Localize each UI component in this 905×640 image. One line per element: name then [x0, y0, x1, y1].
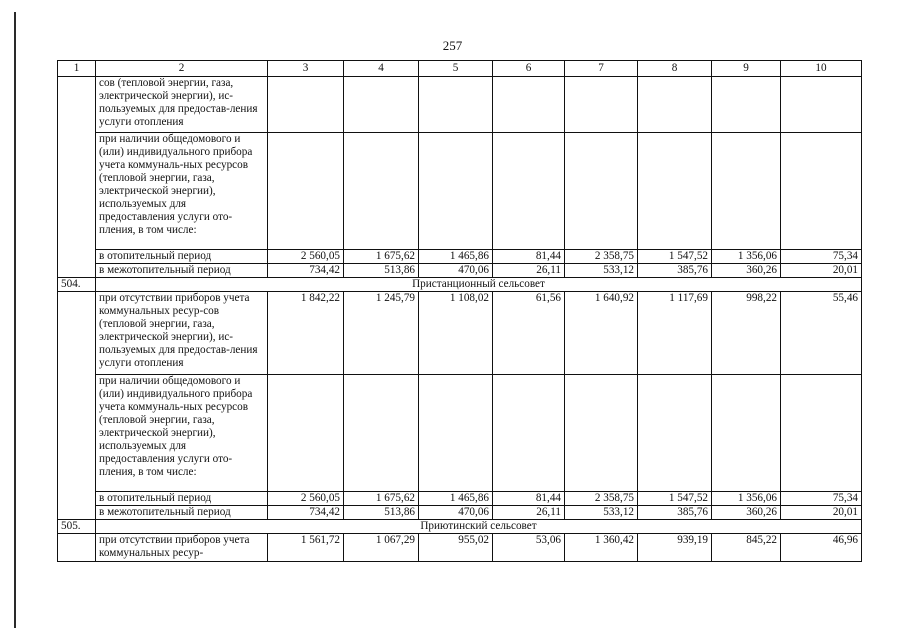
- value-cell: 1 360,42: [565, 534, 638, 562]
- value-cell: 26,11: [493, 264, 565, 278]
- header-cell: 3: [268, 61, 344, 77]
- value-cell: 845,22: [712, 534, 781, 562]
- value-cell: 1 356,06: [712, 250, 781, 264]
- header-cell: 9: [712, 61, 781, 77]
- value-cell: 20,01: [781, 506, 862, 520]
- column-number-row: [58, 61, 862, 77]
- table-row: [58, 506, 862, 520]
- header-cell: 4: [344, 61, 419, 77]
- row-description: сов (тепловой энергии, газа, электрической энергии), ис-пользуемых для предостав-ления услуги отопления: [96, 77, 268, 133]
- value-cell: 955,02: [419, 534, 493, 562]
- row-description: при наличии общедомового и (или) индивидуального прибора учета коммуналь-ных ресурсов (тепловой энергии, газа, электрической энергии), используемых для предоставления услуги ото-пления, в том числе:: [96, 375, 268, 492]
- section-title: Приютинский сельсовет: [96, 520, 862, 534]
- value-cell: 533,12: [565, 264, 638, 278]
- row-number-cell: [58, 292, 96, 520]
- header-cell: 7: [565, 61, 638, 77]
- header-cell: 10: [781, 61, 862, 77]
- row-description: при наличии общедомового и (или) индивидуального прибора учета коммуналь-ных ресурсов (тепловой энергии, газа, электрической энергии), используемых для предоставления услуги ото-пления, в том числе:: [96, 133, 268, 250]
- value-cell: 360,26: [712, 506, 781, 520]
- value-cell: 75,34: [781, 492, 862, 506]
- table-row: [58, 492, 862, 506]
- table-row: [58, 77, 862, 133]
- value-cell: 513,86: [344, 264, 419, 278]
- value-cell: 81,44: [493, 250, 565, 264]
- table-row: [58, 375, 862, 492]
- value-cell: 1 117,69: [638, 292, 712, 375]
- value-cell: 385,76: [638, 506, 712, 520]
- table-row: [58, 264, 862, 278]
- section-title: Пристанционный сельсовет: [96, 278, 862, 292]
- value-cell: 61,56: [493, 292, 565, 375]
- value-cell: 20,01: [781, 264, 862, 278]
- value-cell: 533,12: [565, 506, 638, 520]
- value-cell: 1 356,06: [712, 492, 781, 506]
- header-cell: 2: [96, 61, 268, 77]
- value-cell: 1 547,52: [638, 492, 712, 506]
- header-cell: 1: [58, 61, 96, 77]
- header-cell: 6: [493, 61, 565, 77]
- section-number: 504.: [58, 278, 96, 292]
- page-number: 257: [442, 38, 463, 53]
- value-cell: 1 067,29: [344, 534, 419, 562]
- value-cell: 513,86: [344, 506, 419, 520]
- value-cell: 2 358,75: [565, 492, 638, 506]
- row-number-cell: [58, 534, 96, 562]
- row-description: в межотопительный период: [96, 506, 268, 520]
- value-cell: 46,96: [781, 534, 862, 562]
- table-row: [58, 250, 862, 264]
- value-cell: 55,46: [781, 292, 862, 375]
- value-cell: 385,76: [638, 264, 712, 278]
- value-cell: 470,06: [419, 506, 493, 520]
- value-cell: 1 675,62: [344, 492, 419, 506]
- tariff-table: [57, 60, 862, 562]
- value-cell: 53,06: [493, 534, 565, 562]
- row-description: при отсутствии приборов учета коммунальных ресур-сов (тепловой энергии, газа, электрической энергии), ис-пользуемых для предостав-ления услуги отопления: [96, 292, 268, 375]
- value-cell: 1 547,52: [638, 250, 712, 264]
- header-cell: 5: [419, 61, 493, 77]
- row-number-cell: [58, 77, 96, 278]
- value-cell: 1 640,92: [565, 292, 638, 375]
- table-row: [58, 534, 862, 562]
- row-description: в отопительный период: [96, 250, 268, 264]
- value-cell: 734,42: [268, 506, 344, 520]
- row-description: при отсутствии приборов учета коммунальных ресур-: [96, 534, 268, 562]
- value-cell: 470,06: [419, 264, 493, 278]
- table-row: [58, 133, 862, 250]
- value-cell: 1 465,86: [419, 492, 493, 506]
- row-description: в отопительный период: [96, 492, 268, 506]
- section-number: 505.: [58, 520, 96, 534]
- value-cell: 2 560,05: [268, 492, 344, 506]
- value-cell: 1 842,22: [268, 292, 344, 375]
- value-cell: 998,22: [712, 292, 781, 375]
- value-cell: 2 560,05: [268, 250, 344, 264]
- value-cell: 1 108,02: [419, 292, 493, 375]
- value-cell: 1 465,86: [419, 250, 493, 264]
- value-cell: 81,44: [493, 492, 565, 506]
- scan-margin-line: [14, 12, 16, 628]
- value-cell: 1 245,79: [344, 292, 419, 375]
- value-cell: 734,42: [268, 264, 344, 278]
- value-cell: 75,34: [781, 250, 862, 264]
- section-row: [58, 520, 862, 534]
- value-cell: 1 561,72: [268, 534, 344, 562]
- value-cell: 939,19: [638, 534, 712, 562]
- value-cell: 1 675,62: [344, 250, 419, 264]
- header-cell: 8: [638, 61, 712, 77]
- table-row: [58, 292, 862, 375]
- row-description: в межотопительный период: [96, 264, 268, 278]
- value-cell: 2 358,75: [565, 250, 638, 264]
- section-row: [58, 278, 862, 292]
- value-cell: 360,26: [712, 264, 781, 278]
- value-cell: 26,11: [493, 506, 565, 520]
